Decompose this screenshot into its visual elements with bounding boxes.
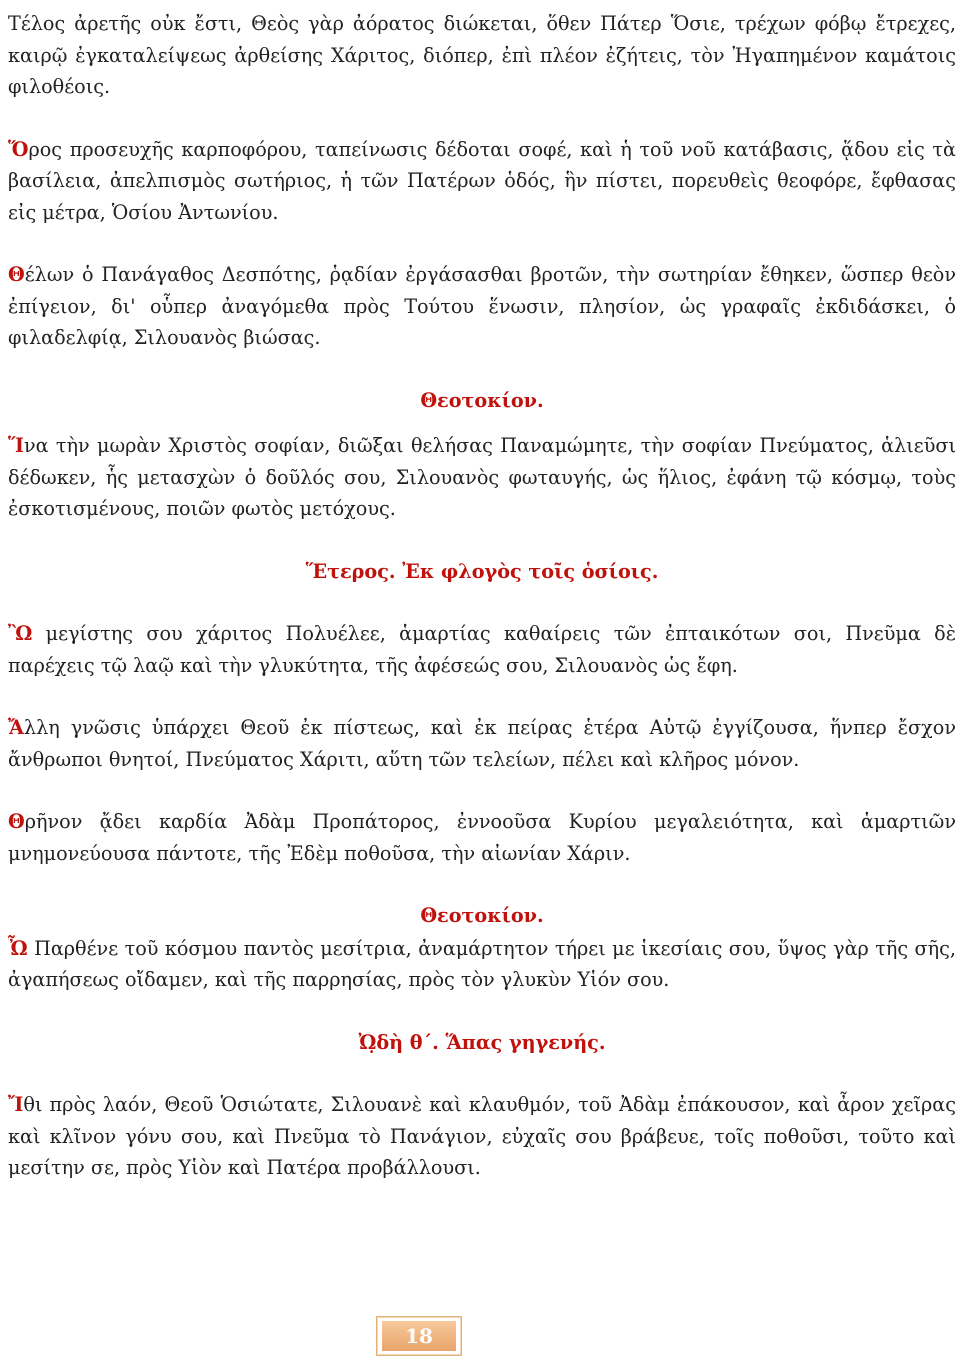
- initial-letter: Ὢ: [8, 622, 33, 645]
- initial-letter: Ἄ: [8, 716, 24, 739]
- troparion-paragraph: [8, 712, 956, 775]
- paragraph-text: θι πρὸς λαόν, Θεοῦ Ὁσιώτατε, Σιλουανὲ καὶ κλαυθμόν, τοῦ Ἀδὰμ ἐπάκουσον, καὶ ἆρον χεῖρας καὶ κλῖνον γόνυ σου, καὶ Πνεῦμα τὸ Πανάγιον, εὐχαῖς σου βράβευε, τοῖς ποθοῦσι, τοῦτο καὶ μεσίτην σε, πρὸς Υἱὸν καὶ Πατέρα προβάλλουσι.: [8, 1093, 956, 1179]
- initial-letter: Τ: [8, 12, 21, 35]
- section-heading-ode: Ὠ̣δὴ θ΄. Ἅπας γηγενής.: [358, 1030, 606, 1054]
- paragraph-text: να τὴν μωρὰν Χριστὸς σοφίαν, διῶξαι θελήσας Παναμώμητε, τὴν σοφίαν Πνεύματος, ἁλιεῦσι δέδωκεν, ἧς μετασχὼν ὁ δοῦλός σου, Σιλουανὸς φωταυγής, ὡς ἥλιος, ἐφάνη τῷ κόσμῳ, τοὺς ἐσκοτισμένους, ποιῶν φωτὸς μετόχους.: [8, 434, 956, 520]
- initial-letter: Ἵ: [8, 434, 24, 457]
- page-number: 18: [382, 1321, 456, 1351]
- paragraph-text: έλος ἀρετῆς οὐκ ἔστι, Θεὸς γὰρ ἀόρατος διώκεται, ὅθεν Πάτερ Ὅσιε, τρέχων φόβῳ ἔτρεχες, καιρῷ ἐγκαταλείψεως ἀρθείσης Χάριτος, διόπερ, ἐπὶ πλέον ἐζήτεις, τὸν Ἠγαπημένον καμάτοις φιλοθέοις.: [8, 12, 956, 98]
- initial-letter: Θ: [8, 263, 25, 286]
- troparion-paragraph: [8, 134, 956, 229]
- paragraph-text: μεγίστης σου χάριτος Πολυέλεε, ἁμαρτίας καθαίρεις τῶν ἐπταικότων σοι, Πνεῦμα δὲ παρέχεις τῷ λαῷ καὶ τὴν γλυκύτητα, τῆς ἀφέσεώς σου, Σιλουανὸς ὡς ἔφη.: [8, 622, 956, 677]
- page-number-badge: [376, 1316, 462, 1356]
- section-heading-theotokion: Θεοτοκίον.: [420, 904, 544, 927]
- troparion-paragraph: [8, 618, 956, 681]
- paragraph-text: ρῆνον ᾄδει καρδία Ἀδὰμ Προπάτορος, ἐννοοῦσα Κυρίου μεγαλειότητα, καὶ ἁμαρτιῶν μνημονεύουσα πάντοτε, τῆς Ἐδὲμ ποθοῦσα, τὴν αἰωνίαν Χάριν.: [8, 810, 956, 865]
- paragraph-text: Παρθένε τοῦ κόσμου παντὸς μεσίτρια, ἀναμάρτητον τήρει με ἱκεσίαις σου, ὕψος γὰρ τῆς σῆς, ἀγαπήσεως οἴδαμεν, καὶ τῆς παρρησίας, πρὸς τὸν γλυκὺν Υἱόν σου.: [8, 936, 956, 991]
- paragraph-text: λλη γνῶσις ὑπάρχει Θεοῦ ἐκ πίστεως, καὶ ἐκ πείρας ἑτέρα Αὐτῷ ἐγγίζουσα, ἥνπερ ἔσχον ἄνθρωποι θνητοί, Πνεύματος Χάριτι, αὕτη τῶν τελείων, πέλει καὶ κλῆρος μόνον.: [8, 716, 956, 771]
- initial-letter: Ἴ: [8, 1093, 24, 1116]
- troparion-paragraph: [8, 806, 956, 869]
- initial-letter: Ὦ: [8, 936, 28, 960]
- paragraph-text: έλων ὁ Πανάγαθος Δεσπότης, ῥᾳδίαν ἐργάσασθαι βροτῶν, τὴν σωτηρίαν ἔθηκεν, ὥσπερ θεὸν ἐπίγειον, δι' οὗπερ ἀναγόμεθα πρὸς Τούτου ἕνωσιν, πλησίον, ὡς γραφαῖς ἐκδιδάσκει, ὁ φιλαδελφίᾳ, Σιλουανὸς βιώσας.: [8, 263, 956, 349]
- paragraph-text: ρος προσευχῆς καρποφόρου, ταπείνωσις δέδοται σοφέ, καὶ ἡ τοῦ νοῦ κατάβασις, ᾅδου εἰς τὰ βασίλεια, ἀπελπισμὸς σωτήριος, ἡ τῶν Πατέρων ὁδός, ἣν πίστει, πορευθεὶς θεοφόρε, ἔφθασας εἰς μέτρα, Ὁσίου Ἀντωνίου.: [8, 137, 956, 224]
- section-heading-theotokion: Θεοτοκίον.: [420, 388, 544, 412]
- troparion-paragraph: [8, 933, 956, 996]
- section-heading-heteros: Ἕτερος. Ἐκ φλογὸς τοῖς ὁσίοις.: [305, 559, 659, 583]
- page-body: [8, 6, 956, 1184]
- initial-letter: Θ: [8, 810, 25, 833]
- initial-letter: Ὅ: [8, 137, 29, 161]
- troparion-paragraph: [8, 430, 956, 525]
- troparion-paragraph: [8, 1089, 956, 1184]
- troparion-paragraph: [8, 8, 956, 103]
- troparion-paragraph: [8, 259, 956, 354]
